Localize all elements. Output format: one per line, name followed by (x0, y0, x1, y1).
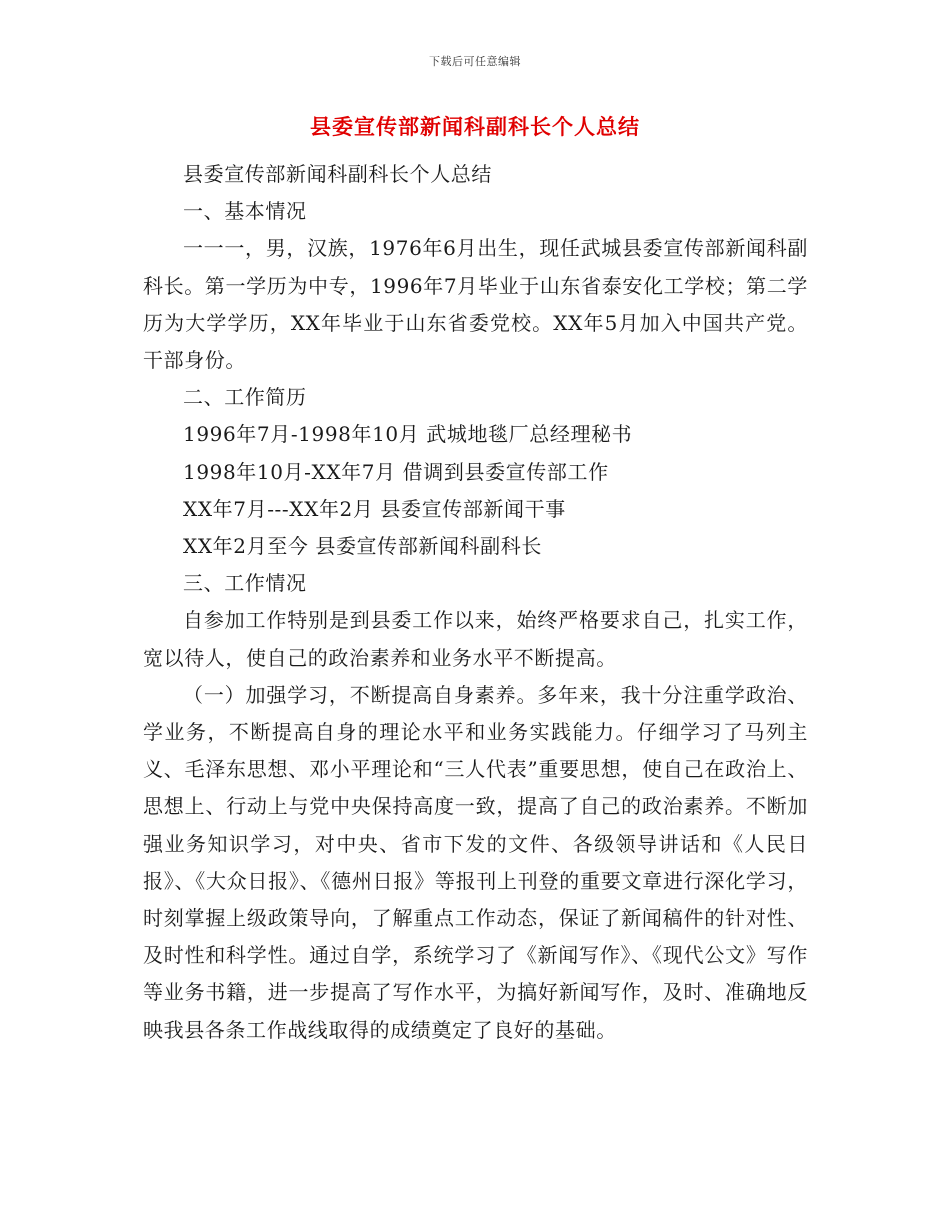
paragraph-basic-info: 一一一，男，汉族，1976年6月出生，现任武城县委宣传部新闻科副科长。第一学历为中专，1996年7月毕业于山东省泰安化工学校；第二学历为大学学历，XX年毕业于山东省委党校。XX年5月加入中国共产党。干部身份。 (143, 236, 808, 373)
paragraph-work-intro: 自参加工作特别是到县委工作以来，始终严格要求自己，扎实工作，宽以待人，使自己的政治素养和业务水平不断提高。 (143, 608, 808, 670)
work-history-item: XX年2月至今 县委宣传部新闻科副科长 (183, 534, 542, 559)
document-title: 县委宣传部新闻科副科长个人总结 (310, 114, 640, 139)
section-heading-work-history: 二、工作简历 (183, 385, 307, 410)
document-body (143, 156, 808, 1049)
work-history-item: 1996年7月-1998年10月 武城地毯厂总经理秘书 (183, 422, 633, 447)
page-header-note: 下载后可任意编辑 (429, 55, 521, 68)
paragraph-study: （一）加强学习，不断提高自身素养。多年来，我十分注重学政治、学业务，不断提高自身的理论水平和业务实践能力。仔细学习了马列主义、毛泽东思想、邓小平理论和“三人代表”重要思想，使自己在政治上、思想上、行动上与党中央保持高度一致，提高了自己的政治素养。不断加强业务知识学习，对中央、省市下发的文件、各级领导讲话和《人民日报》、《大众日报》、《德州日报》等报刊上刊登的重要文章进行深化学习，时刻掌握上级政策导向，了解重点工作动态，保证了新闻稿件的针对性、及时性和科学性。通过自学，系统学习了《新闻写作》、《现代公文》写作等业务书籍，进一步提高了写作水平，为搞好新闻写作，及时、准确地反映我县各条工作战线取得的成绩奠定了良好的基础。 (143, 682, 808, 1042)
work-history-item: XX年7月---XX年2月 县委宣传部新闻干事 (183, 496, 566, 521)
section-heading-basic-info: 一、基本情况 (183, 199, 307, 224)
section-heading-work-status: 三、工作情况 (183, 571, 307, 596)
work-history-item: 1998年10月-XX年7月 借调到县委宣传部工作 (183, 459, 609, 484)
paragraph-subtitle: 县委宣传部新闻科副科长个人总结 (183, 162, 492, 186)
